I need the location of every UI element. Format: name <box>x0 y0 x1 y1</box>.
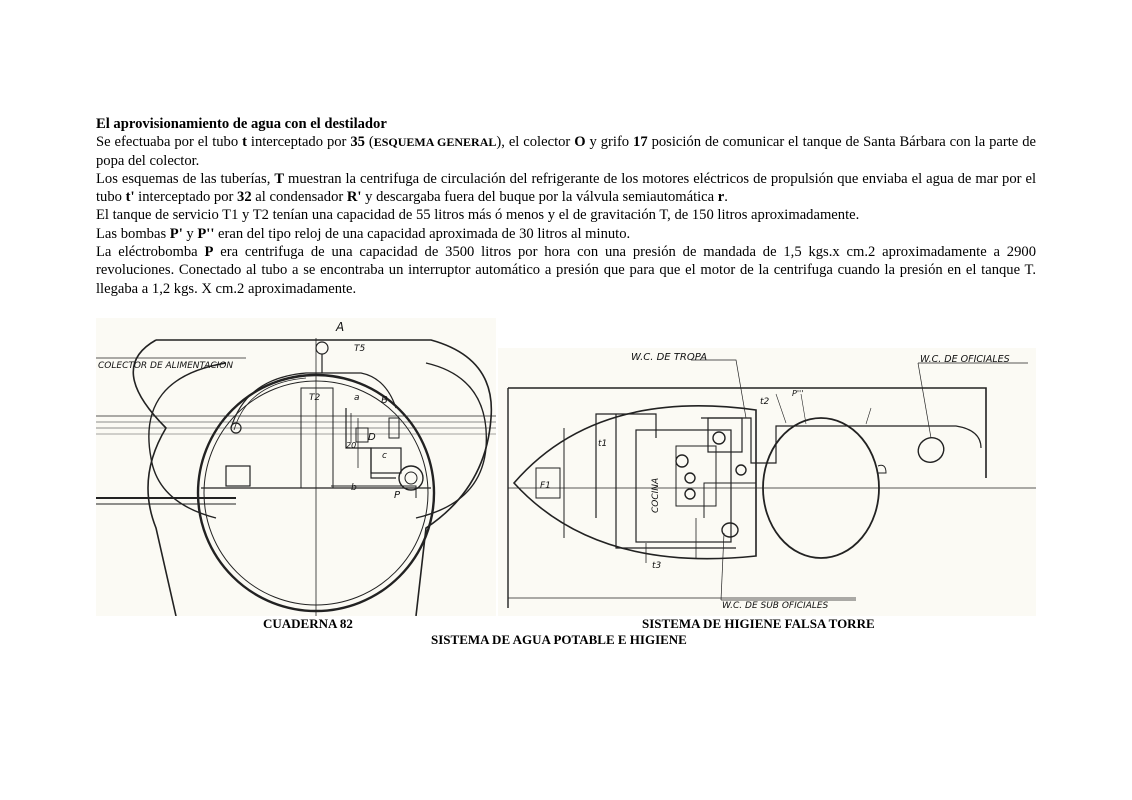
label-a: A <box>336 320 345 334</box>
p2-bold-T: T <box>274 170 285 187</box>
label-a-small: a <box>354 393 360 403</box>
document-body <box>96 115 1036 298</box>
technical-drawing <box>96 318 1036 616</box>
label-b: B <box>381 395 388 406</box>
label-t5: T5 <box>354 344 366 354</box>
p2-text-k: . <box>724 189 728 206</box>
label-colector: COLECTOR DE ALIMENTACION <box>98 361 234 371</box>
p1-bold-17: 17 <box>633 134 648 151</box>
p2-text-i: y descargaba fuera del buque por la válvula semiautomática <box>361 189 718 206</box>
paragraph-3: El tanque de servicio T1 y T2 tenían una capacidad de 55 litros más ó menos y el de gravitación T, de 150 litros aproximadamente. <box>96 207 860 224</box>
label-t2: t2 <box>760 397 770 407</box>
paragraph-4 <box>96 225 1036 243</box>
p4-text-e: eran del tipo reloj de una capacidad aproximada de 30 litros al minuto. <box>214 225 631 242</box>
p2-text-e: interceptado por <box>134 189 238 206</box>
section-heading: El aprovisionamiento de agua con el destilador <box>96 116 387 132</box>
p1-text-g: ), el colector <box>496 134 575 151</box>
p2-bold-r-prime: R' <box>346 189 362 206</box>
label-t3: t3 <box>652 561 662 571</box>
p2-bold-t-prime: t' <box>125 189 135 206</box>
paragraph-2 <box>96 170 1036 207</box>
label-f1: F1 <box>540 481 551 491</box>
p1-text-a: Se efectuaba por el tubo <box>96 134 243 151</box>
p4-bold-p-dprime: P'' <box>197 225 215 242</box>
p2-text-g: al condensador <box>251 189 347 206</box>
p2-text-a: Los esquemas de las tuberías, <box>96 170 275 187</box>
p4-text-c: y <box>182 225 198 242</box>
p1-esquema-general: ESQUEMA GENERAL <box>373 135 497 150</box>
p1-bold-o: O <box>574 134 586 151</box>
caption-main: SISTEMA DE AGUA POTABLE E HIGIENE <box>431 632 687 647</box>
drawing-svg <box>96 318 1036 616</box>
label-t1: t1 <box>598 439 608 449</box>
p4-text-a: Las bombas <box>96 225 170 242</box>
p5-bold-p: P <box>204 244 214 261</box>
label-c: c <box>382 451 387 461</box>
p5-text-c: era centrifuga de una capacidad de 3500 litros por hora con una presión de mandada de 1,5 kgs.x cm.2 aproximadamente a 2900 revoluciones. Conectado al tubo a se encontraba un interruptor automático a presión que para que el motor de la centrifuga cuando la presión en el tanque T. llegaba a 1,2 kgs. X cm.2 aproximadamente. <box>96 244 1036 297</box>
label-wc-suboficiales: W.C. DE SUB OFICIALES <box>722 601 829 611</box>
paragraph-5 <box>96 243 1036 298</box>
label-wc-tropa: W.C. DE TROPA <box>631 352 708 363</box>
p1-text-e: ( <box>364 134 374 151</box>
label-d: D <box>368 432 376 443</box>
caption-falsa-torre: SISTEMA DE HIGIENE FALSA TORRE <box>642 616 875 631</box>
label-cocina: COCINA <box>651 477 661 513</box>
label-t2: T2 <box>309 393 321 403</box>
p1-text-k: posición de comunicar el tanque de Santa Bárbara con la parte de popa del colector. <box>96 134 1036 169</box>
label-p: P <box>394 490 401 501</box>
p2-bold-32: 32 <box>237 189 252 206</box>
label-b-small: b <box>351 483 357 493</box>
p1-bold-t: t <box>242 134 247 151</box>
label-p-triple: P''' <box>792 389 804 398</box>
p2-bold-r: r <box>717 189 725 206</box>
p1-text-c: interceptado por <box>246 134 351 151</box>
p1-bold-35: 35 <box>350 134 365 151</box>
paragraph-1 <box>96 133 1036 170</box>
label-wc-oficiales: W.C. DE OFICIALES <box>920 354 1010 365</box>
p4-bold-p-prime: P' <box>169 225 183 242</box>
caption-cuaderna: CUADERNA 82 <box>263 616 353 631</box>
label-20: 20 <box>346 441 357 450</box>
p5-text-a: La eléctrobomba <box>96 244 205 261</box>
p1-text-i: y grifo <box>585 134 634 151</box>
p2-text-c: muestran la centrifuga de circulación del refrigerante de los motores eléctricos de propulsión que enviaba el agua de mar por el tubo <box>96 170 1036 206</box>
